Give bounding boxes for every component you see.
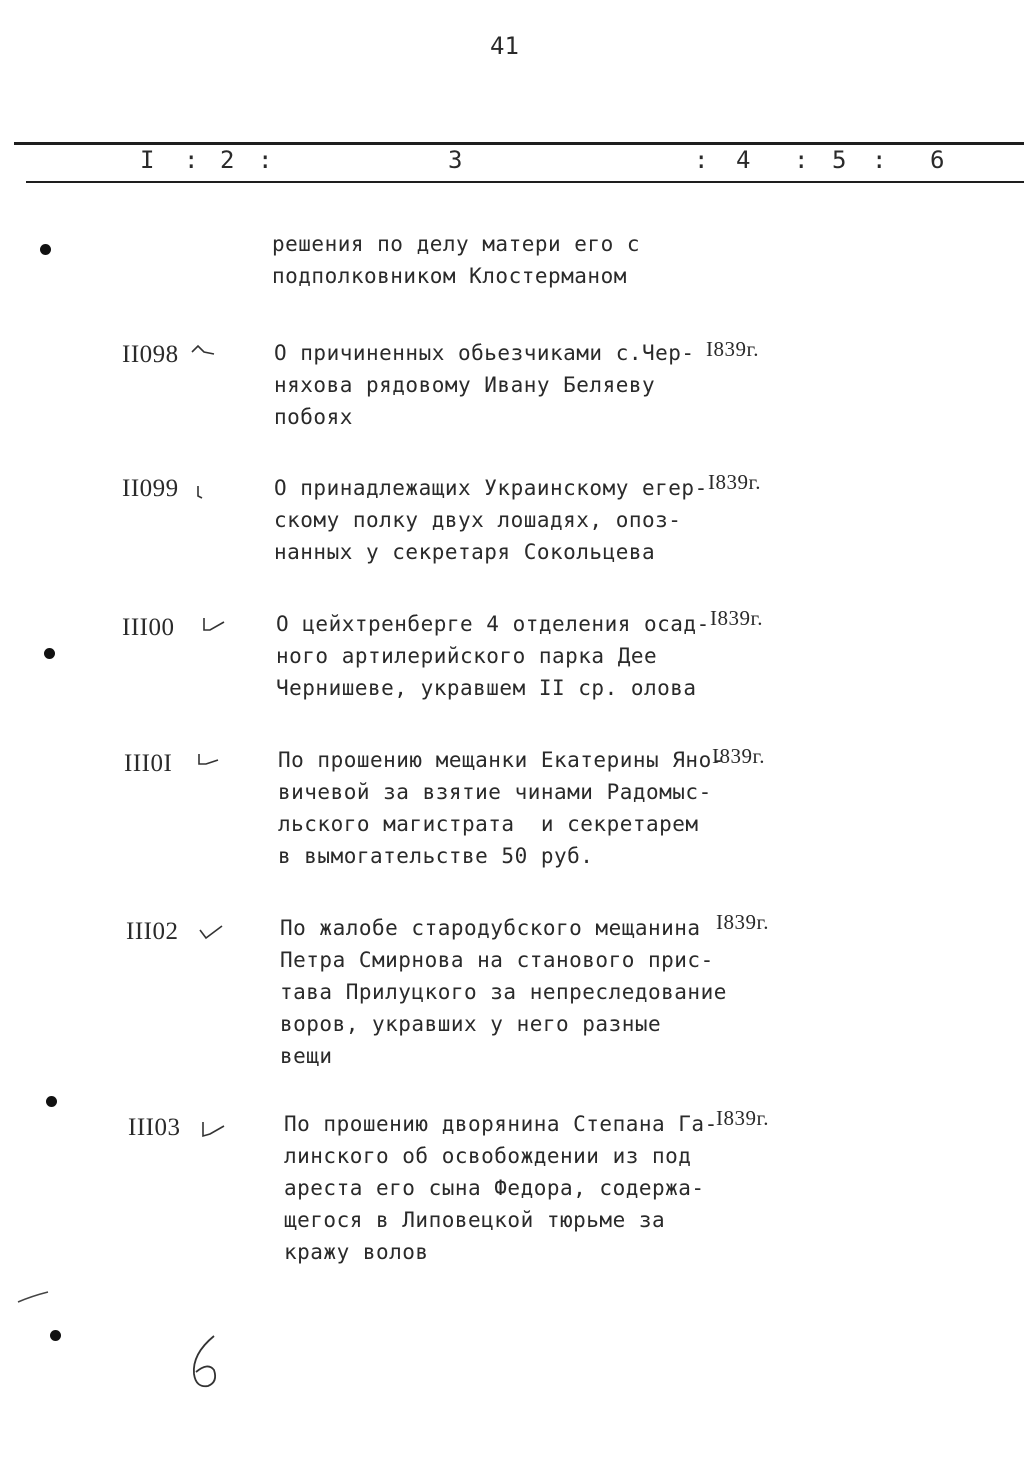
entry-year: I839г. [706, 337, 759, 361]
page-number: 41 [490, 32, 519, 60]
check-mark-icon [198, 922, 224, 940]
header-col-5: 5 [832, 146, 847, 174]
check-mark-icon [194, 482, 220, 500]
punch-hole-icon [40, 244, 51, 255]
entry-number: III02 [126, 918, 179, 945]
header-separator: : [794, 146, 809, 174]
punch-hole-icon [50, 1330, 61, 1341]
entry-description: По прошению мещанки Екатерины Яно- вичевой за взятие чинами Радомыс- льского магистрата и секретарем в вымогательстве 50 руб. [278, 748, 725, 868]
entry-year: I839г. [710, 606, 763, 630]
pencil-dash-mark [16, 1288, 50, 1306]
header-separator: : [872, 146, 887, 174]
punch-hole-icon [44, 648, 55, 659]
entry-number: II099 [122, 475, 179, 502]
check-mark-icon [190, 342, 216, 360]
entry-year: I839г. [708, 470, 761, 494]
header-col-2: 2 [220, 146, 235, 174]
entry-number: III0I [124, 750, 173, 777]
entry-number: III00 [122, 614, 175, 641]
header-separator: : [694, 146, 709, 174]
check-mark-icon [196, 752, 222, 770]
check-mark-icon [200, 1120, 226, 1138]
entry-description: О принадлежащих Украинскому егер- скому полку двух лошадях, опоз- нанных у секретаря Сокольцева [274, 476, 708, 564]
continuation-text: решения по делу матери его с подполковником Клостерманом [272, 232, 641, 288]
check-mark-icon [200, 616, 226, 634]
entry-year: I839г. [716, 910, 769, 934]
entry-year: I839г. [716, 1106, 769, 1130]
header-col-3: 3 [448, 146, 463, 174]
entry-description: О цейхтренберге 4 отделения осад- ного артилерийского парка Дее Чернишеве, укравшем II ср. олова [276, 612, 710, 700]
header-separator: : [258, 146, 273, 174]
header-separator: : [184, 146, 199, 174]
entry-year: I839г. [712, 744, 765, 768]
header-col-1: I [140, 146, 155, 174]
entry-description: По жалобе стародубского мещанина Петра Смирнова на станового прис- тава Прилуцкого за непреследование воров, укравших у него разные вещи [280, 916, 727, 1068]
header-bottom-rule [26, 181, 1024, 183]
header-top-rule [14, 142, 1024, 145]
entry-description: О причиненных обьезчиками с.Чер- няхова рядовому Ивану Беляеву побоях [274, 341, 695, 429]
header-col-6: 6 [930, 146, 945, 174]
entry-number: III03 [128, 1114, 181, 1141]
handwritten-page-mark [184, 1332, 234, 1392]
entry-number: II098 [122, 341, 179, 368]
entry-description: По прошению дворянина Степана Га- линского об освобождении из под ареста его сына Федора, содержа- щегося в Липовецкой тюрьме за кражу волов [284, 1112, 718, 1264]
header-col-4: 4 [736, 146, 751, 174]
punch-hole-icon [46, 1096, 57, 1107]
